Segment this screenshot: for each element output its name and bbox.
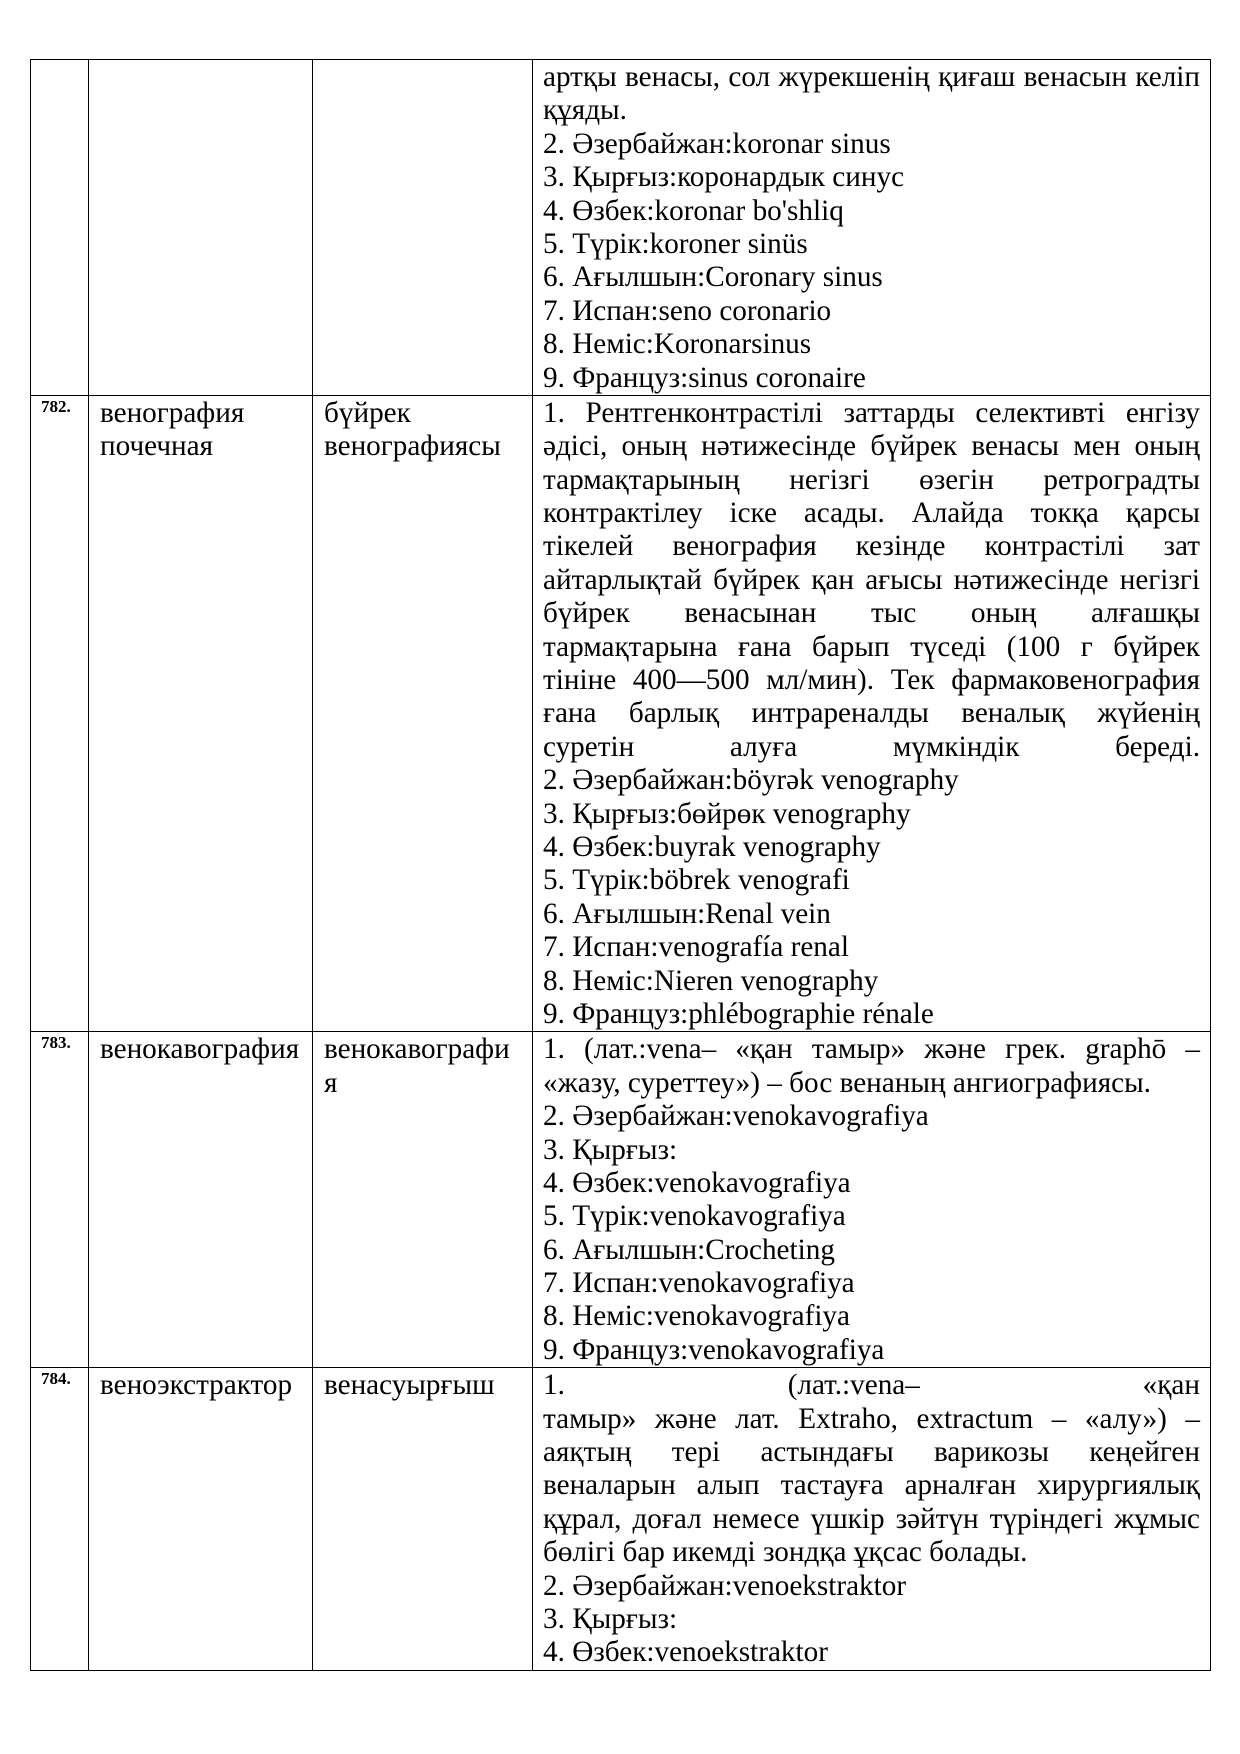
kk-term: венасуырғыш: [324, 1369, 495, 1402]
definition-line: әдісі, оның нәтижесінде бүйрек венасы мен оның: [543, 430, 1200, 463]
kk-term: венокавография: [324, 1033, 510, 1099]
definition-line: бүйрек венасынан тыс оның алғашқы: [543, 597, 1200, 630]
translation-list: [543, 1100, 1200, 1367]
definition-line: тініне 400—500 мл/мин). Тек фармаковенография: [543, 664, 1200, 697]
translation-line: 8. Неміс:Nieren venography: [543, 964, 879, 997]
translation-list: [543, 1570, 1200, 1670]
ru-term-cell: [89, 395, 313, 1031]
definition-line: тармақтарының негізгі өзегін ретроградты: [543, 463, 1200, 496]
definition-line: аяқтың тері астындағы варикозы кеңейген: [543, 1436, 1200, 1469]
definition-line: тармақтарына ғана барып түседі (100 г бүйрек: [543, 630, 1200, 663]
translation-line: 3. Қырғыз:коронардык синус: [543, 161, 905, 194]
definition-line: бөлігі бар икемді зондқа ұқсас болады.: [543, 1536, 1028, 1569]
translation-list: [543, 764, 1200, 1031]
translation-line: 8. Неміс:venokavografiya: [543, 1300, 850, 1333]
translation-line: 5. Түрік:venokavografiya: [543, 1200, 846, 1233]
entry-row: [31, 1368, 1211, 1671]
definition: [543, 61, 1200, 128]
translation-line: 6. Ағылшын:Crocheting: [543, 1233, 835, 1266]
entry-number: 783.: [41, 1033, 71, 1053]
kk-term-cell: [313, 60, 533, 396]
definition-line: «жазу, суреттеу») – бос венаның ангиографиясы.: [543, 1066, 1151, 1099]
translation-line: 9. Француз:phlébographie rénale: [543, 997, 934, 1030]
translation-line: 4. Өзбек:venoekstraktor: [543, 1636, 828, 1669]
entry-number-cell: [31, 395, 89, 1031]
translation-line: 5. Түрік:koroner sinüs: [543, 227, 808, 260]
kk-term-cell: [313, 395, 533, 1031]
translation-line: 9. Француз:sinus coronaire: [543, 361, 866, 394]
definition: [543, 1033, 1200, 1100]
kk-term: бүйрек венографиясы: [324, 396, 501, 463]
translation-line: 2. Әзербайжан:böyrək venography: [543, 764, 959, 797]
kk-term-cell: [313, 1032, 533, 1368]
definition-line: 1. Рентгенконтрастілі заттарды селективті енгізу: [543, 396, 1200, 429]
translation-line: 4. Өзбек:buyrak venography: [543, 830, 881, 863]
translation-line: 3. Қырғыз:: [543, 1602, 678, 1635]
entry-row-continued: [31, 60, 1211, 396]
definition-line: 1. (лат.:vena– «қан тамыр» және грек. graphō –: [543, 1033, 1200, 1066]
ru-term-cell: [89, 1032, 313, 1368]
ru-term-cell: [89, 60, 313, 396]
definition-line: ғана барлық интрареналды веналық жүйенің: [543, 697, 1200, 730]
entry-number: 782.: [41, 396, 71, 416]
ru-term: венография почечная: [100, 396, 245, 463]
translation-line: 2. Әзербайжан:venokavografiya: [543, 1100, 929, 1133]
translation-line: 4. Өзбек:koronar bo'shliq: [543, 194, 844, 227]
kk-term-cell: [313, 1368, 533, 1671]
definition-cell: [533, 1368, 1211, 1671]
translation-line: 4. Өзбек:venokavografiya: [543, 1166, 851, 1199]
translation-line: 7. Испан:seno coronario: [543, 294, 832, 327]
dictionary-table: [30, 59, 1211, 1671]
translation-line: 9. Француз:venokavografiya: [543, 1333, 885, 1366]
definition-line: веналарын алып тастауға арналған хирургиялық: [543, 1469, 1200, 1502]
entry-row: [31, 1032, 1211, 1368]
definition-cell: [533, 395, 1211, 1031]
definition-line: құрал, доғал немесе үшкір зәйтүн түріндегі жұмыс: [543, 1502, 1200, 1535]
definition-line: 1. (лат.:vena– «қан: [543, 1369, 1200, 1402]
translation-line: 7. Испан:venokavografiya: [543, 1267, 855, 1300]
translation-line: 2. Әзербайжан:venoekstraktor: [543, 1569, 907, 1602]
entry-number: 784.: [41, 1369, 71, 1389]
definition: [543, 1369, 1200, 1569]
translation-line: 6. Ағылшын:Renal vein: [543, 897, 831, 930]
definition-line: артқы венасы, сол жүрекшенің қиғаш венасын келіп: [543, 61, 1200, 93]
definition-cell: [533, 60, 1211, 396]
translation-line: 6. Ағылшын:Coronary sinus: [543, 261, 883, 294]
translation-line: 5. Түрік:böbrek venografi: [543, 864, 850, 897]
translation-line: 3. Қырғыз:: [543, 1133, 678, 1166]
definition-line: суретін алуға мүмкіндік береді.: [543, 730, 1200, 763]
translation-line: 7. Испан:venografía renal: [543, 931, 849, 964]
definition-line: айтарлықтай бүйрек қан ағысы нәтижесінде негізгі: [543, 563, 1200, 596]
translation-line: 3. Қырғыз:бөйрөк venography: [543, 797, 911, 830]
ru-term: веноэкстрактор: [100, 1369, 293, 1402]
definition-cell: [533, 1032, 1211, 1368]
entry-number-cell: [31, 1032, 89, 1368]
translation-line: 2. Әзербайжан:koronar sinus: [543, 127, 891, 160]
definition-line: контрактілеу іске асады. Алайда токқа қарсы: [543, 497, 1200, 530]
definition-line: тікелей венография кезінде контрастілі зат: [543, 530, 1200, 563]
definition-line: тамыр» және лат. Extraho, extractum – «алу») –: [543, 1402, 1200, 1435]
translation-line: 8. Неміс:Koronarsinus: [543, 328, 812, 361]
entry-row: [31, 395, 1211, 1031]
ru-term: венокавография: [100, 1033, 300, 1066]
entry-number-cell: [31, 1368, 89, 1671]
definition: [543, 397, 1200, 764]
entry-number-cell: [31, 60, 89, 396]
definition-line: құяды.: [543, 94, 627, 127]
translation-list: [543, 128, 1200, 395]
ru-term-cell: [89, 1368, 313, 1671]
